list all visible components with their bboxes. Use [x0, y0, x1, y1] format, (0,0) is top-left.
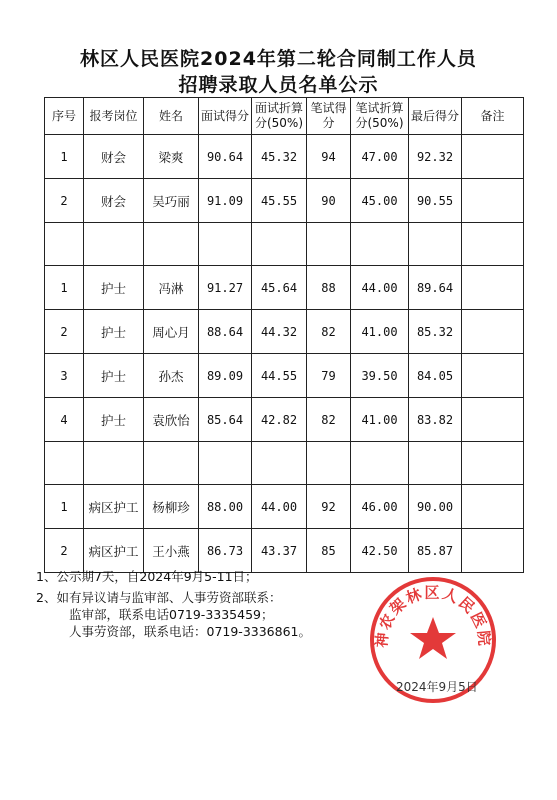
cell-written: 90 — [307, 179, 351, 223]
notice-date: 2024年9月5日 — [396, 680, 478, 694]
cell-no: 1 — [45, 135, 84, 179]
cell-final: 85.32 — [409, 310, 462, 354]
cell-name: 杨柳珍 — [144, 485, 199, 529]
note-hr-phone: 人事劳资部，联系电话：0719-3336861。 — [69, 624, 311, 639]
table-body — [45, 135, 524, 573]
cell-interview: 85.64 — [199, 398, 252, 442]
cell-name: 冯淋 — [144, 266, 199, 310]
empty-cell — [351, 442, 409, 485]
table-row — [45, 179, 524, 223]
table-row — [45, 266, 524, 310]
table-spacer-row — [45, 442, 524, 485]
header-final: 最后得分 — [409, 98, 462, 135]
cell-post: 病区护工 — [84, 529, 144, 573]
cell-no: 1 — [45, 485, 84, 529]
cell-written: 82 — [307, 398, 351, 442]
cell-written-conv: 42.50 — [351, 529, 409, 573]
cell-post: 病区护工 — [84, 485, 144, 529]
header-written-conv: 笔试折算分(50%) — [351, 98, 409, 135]
cell-remark — [462, 354, 524, 398]
cell-name: 王小燕 — [144, 529, 199, 573]
empty-cell — [199, 223, 252, 266]
table-row — [45, 529, 524, 573]
cell-interview: 86.73 — [199, 529, 252, 573]
header-name: 姓名 — [144, 98, 199, 135]
cell-remark — [462, 485, 524, 529]
cell-no: 2 — [45, 529, 84, 573]
cell-post: 财会 — [84, 179, 144, 223]
cell-post: 护士 — [84, 266, 144, 310]
empty-cell — [45, 442, 84, 485]
table-header-row — [45, 98, 524, 135]
table-row — [45, 398, 524, 442]
cell-written-conv: 41.00 — [351, 310, 409, 354]
seal-text: 神农架林区人民医院 — [372, 583, 494, 649]
cell-final: 92.32 — [409, 135, 462, 179]
cell-interview-conv: 44.32 — [252, 310, 307, 354]
table-row — [45, 135, 524, 179]
cell-name: 周心月 — [144, 310, 199, 354]
notice-title-line1: 林区人民医院2024年第二轮合同制工作人员 — [80, 48, 477, 70]
table-spacer-row — [45, 223, 524, 266]
cell-interview-conv: 45.32 — [252, 135, 307, 179]
cell-final: 90.55 — [409, 179, 462, 223]
cell-interview-conv: 45.55 — [252, 179, 307, 223]
cell-post: 护士 — [84, 398, 144, 442]
table-row — [45, 354, 524, 398]
cell-interview: 89.09 — [199, 354, 252, 398]
cell-no: 1 — [45, 266, 84, 310]
cell-interview: 91.27 — [199, 266, 252, 310]
empty-cell — [144, 223, 199, 266]
cell-written-conv: 41.00 — [351, 398, 409, 442]
empty-cell — [84, 223, 144, 266]
empty-cell — [351, 223, 409, 266]
empty-cell — [252, 223, 307, 266]
empty-cell — [252, 442, 307, 485]
table-row — [45, 310, 524, 354]
cell-no: 2 — [45, 310, 84, 354]
empty-cell — [144, 442, 199, 485]
cell-interview: 88.64 — [199, 310, 252, 354]
header-interview-conv: 面试折算分(50%) — [252, 98, 307, 135]
cell-no: 3 — [45, 354, 84, 398]
cell-written: 82 — [307, 310, 351, 354]
cell-interview: 90.64 — [199, 135, 252, 179]
empty-cell — [307, 442, 351, 485]
cell-final: 85.87 — [409, 529, 462, 573]
table-row — [45, 485, 524, 529]
header-remark: 备注 — [462, 98, 524, 135]
cell-remark — [462, 398, 524, 442]
cell-remark — [462, 310, 524, 354]
cell-remark — [462, 529, 524, 573]
header-post: 报考岗位 — [84, 98, 144, 135]
notice-title-line2: 招聘录取人员名单公示 — [178, 74, 379, 96]
empty-cell — [462, 442, 524, 485]
note-contact: 2、如有异议请与监审部、人事劳资部联系： — [36, 590, 282, 605]
cell-written: 92 — [307, 485, 351, 529]
cell-final: 84.05 — [409, 354, 462, 398]
star-icon — [410, 617, 456, 659]
cell-no: 2 — [45, 179, 84, 223]
cell-post: 财会 — [84, 135, 144, 179]
header-written: 笔试得分 — [307, 98, 351, 135]
cell-final: 90.00 — [409, 485, 462, 529]
cell-written: 79 — [307, 354, 351, 398]
empty-cell — [84, 442, 144, 485]
empty-cell — [409, 442, 462, 485]
cell-name: 孙杰 — [144, 354, 199, 398]
cell-post: 护士 — [84, 310, 144, 354]
cell-written-conv: 39.50 — [351, 354, 409, 398]
cell-remark — [462, 179, 524, 223]
cell-post: 护士 — [84, 354, 144, 398]
cell-interview-conv: 43.37 — [252, 529, 307, 573]
cell-remark — [462, 135, 524, 179]
cell-written: 85 — [307, 529, 351, 573]
cell-name: 梁爽 — [144, 135, 199, 179]
cell-name: 吴巧丽 — [144, 179, 199, 223]
empty-cell — [409, 223, 462, 266]
cell-interview-conv: 44.55 — [252, 354, 307, 398]
cell-written: 88 — [307, 266, 351, 310]
cell-written-conv: 45.00 — [351, 179, 409, 223]
cell-written-conv: 44.00 — [351, 266, 409, 310]
cell-interview-conv: 45.64 — [252, 266, 307, 310]
cell-interview: 88.00 — [199, 485, 252, 529]
cell-final: 89.64 — [409, 266, 462, 310]
cell-final: 83.82 — [409, 398, 462, 442]
cell-written-conv: 46.00 — [351, 485, 409, 529]
cell-no: 4 — [45, 398, 84, 442]
cell-written: 94 — [307, 135, 351, 179]
cell-name: 袁欣怡 — [144, 398, 199, 442]
note-audit-phone: 监审部，联系电话0719-3335459； — [69, 607, 274, 622]
cell-written-conv: 47.00 — [351, 135, 409, 179]
cell-remark — [462, 266, 524, 310]
empty-cell — [462, 223, 524, 266]
cell-interview: 91.09 — [199, 179, 252, 223]
empty-cell — [45, 223, 84, 266]
recruitment-table — [44, 97, 524, 573]
empty-cell — [307, 223, 351, 266]
header-no: 序号 — [45, 98, 84, 135]
header-interview: 面试得分 — [199, 98, 252, 135]
cell-interview-conv: 44.00 — [252, 485, 307, 529]
note-period: 1、公示期7天，自2024年9月5-11日； — [36, 569, 258, 584]
cell-interview-conv: 42.82 — [252, 398, 307, 442]
empty-cell — [199, 442, 252, 485]
